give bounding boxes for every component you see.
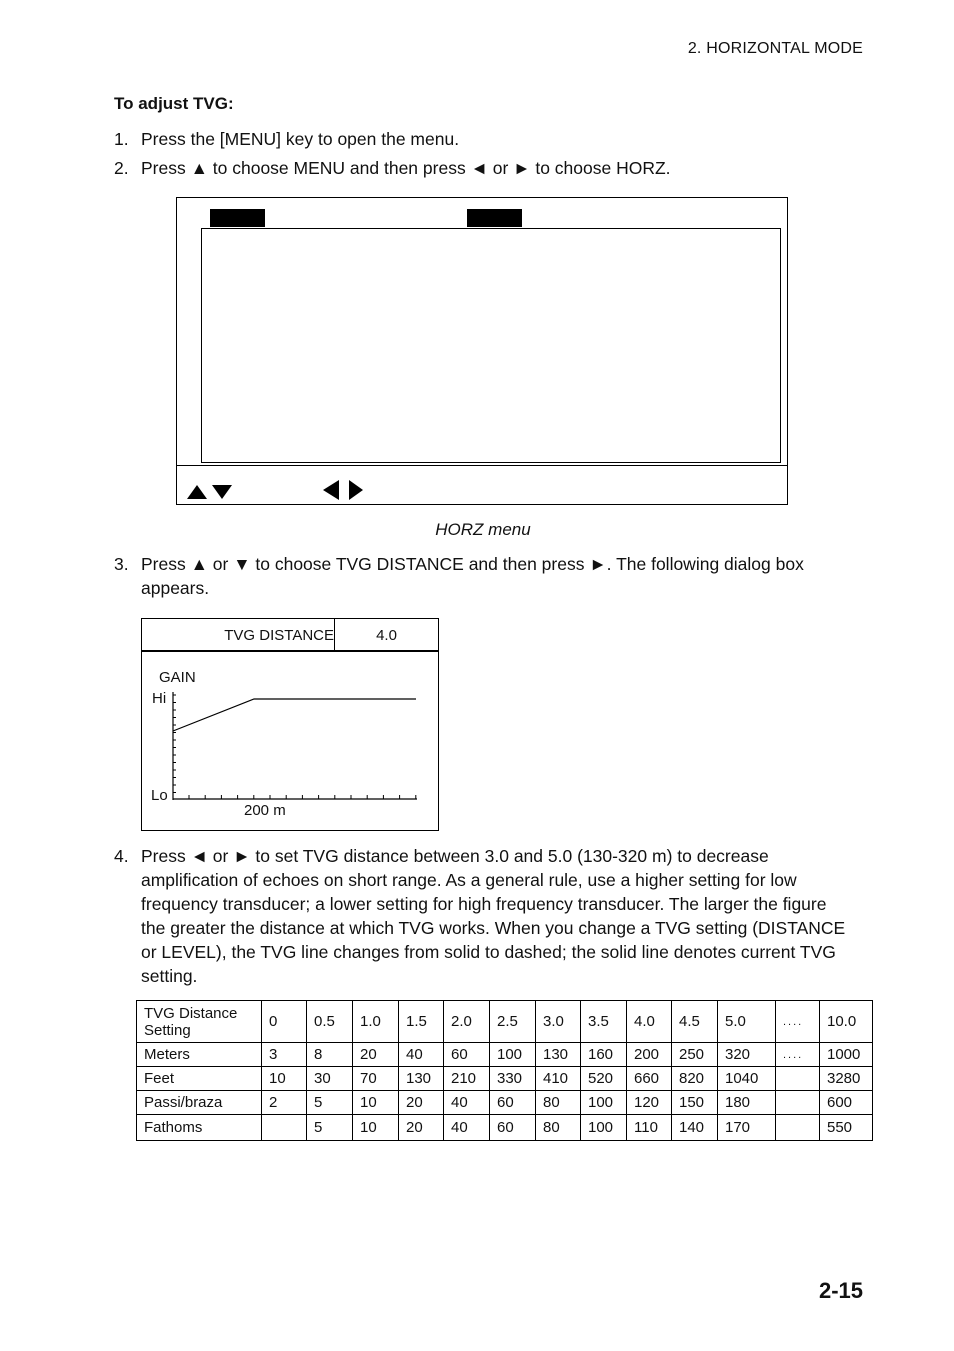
- table-cell: 150: [672, 1091, 718, 1115]
- table-cell: 3.5: [581, 1001, 627, 1043]
- horz-menu-figure: [176, 197, 788, 505]
- table-cell: 3280: [820, 1067, 873, 1091]
- distance-label: 200 m: [244, 802, 286, 819]
- table-row-header: Fathoms: [137, 1115, 262, 1141]
- table-cell: 0: [262, 1001, 307, 1043]
- gain-label: GAIN: [159, 669, 196, 686]
- step-number: 2.: [114, 158, 129, 178]
- table-row-header: Passi/braza: [137, 1091, 262, 1115]
- step-text: Press ▲ or ▼ to choose TVG DISTANCE and then press ►. The following dialog box appears.: [141, 554, 804, 598]
- table-cell: 5: [307, 1115, 353, 1141]
- table-cell: 80: [536, 1115, 581, 1141]
- table-row-header: TVG Distance Setting: [137, 1001, 262, 1043]
- table-cell: 550: [820, 1115, 873, 1141]
- menu-content-area: [201, 228, 781, 463]
- table-cell: 2.0: [444, 1001, 490, 1043]
- up-triangle-icon: [187, 485, 207, 499]
- table-cell: 4.0: [627, 1001, 672, 1043]
- table-cell: 820: [672, 1067, 718, 1091]
- table-row: [137, 1043, 873, 1067]
- table-cell: 4.5: [672, 1001, 718, 1043]
- table-cell: 70: [353, 1067, 399, 1091]
- table-cell: 1.0: [353, 1001, 399, 1043]
- table-cell: 10: [353, 1091, 399, 1115]
- table-cell: 60: [444, 1043, 490, 1067]
- table-row: [137, 1115, 873, 1141]
- lo-label: Lo: [151, 787, 168, 804]
- table-cell: 200: [627, 1043, 672, 1067]
- table-cell: [776, 1115, 820, 1141]
- table-cell: 100: [581, 1115, 627, 1141]
- table-cell: 110: [627, 1115, 672, 1141]
- table-cell: 20: [399, 1091, 444, 1115]
- table-cell: 1040: [718, 1067, 776, 1091]
- table-cell: 80: [536, 1091, 581, 1115]
- table-cell: 170: [718, 1115, 776, 1141]
- table-cell: 2: [262, 1091, 307, 1115]
- step-number: 4.: [114, 846, 129, 866]
- dialog-value: 4.0: [376, 627, 397, 644]
- right-triangle-icon: [349, 480, 363, 500]
- table-cell: 1000: [820, 1043, 873, 1067]
- table-cell: 130: [399, 1067, 444, 1091]
- tvg-distance-dialog: [141, 618, 439, 831]
- step-text: Press the [MENU] key to open the menu.: [141, 129, 460, 149]
- table-cell: 30: [307, 1067, 353, 1091]
- menu-tab-block-right: [467, 209, 522, 227]
- menu-footer-divider: [177, 465, 787, 466]
- figure-caption: HORZ menu: [435, 520, 531, 539]
- table-row-header: Feet: [137, 1067, 262, 1091]
- table-cell: 5.0: [718, 1001, 776, 1043]
- table-cell: 3: [262, 1043, 307, 1067]
- table-cell: 120: [627, 1091, 672, 1115]
- table-cell: 210: [444, 1067, 490, 1091]
- table-cell: 410: [536, 1067, 581, 1091]
- tvg-gain-graph: [142, 619, 438, 830]
- left-triangle-icon: [323, 480, 339, 500]
- running-header: 2. HORIZONTAL MODE: [687, 40, 863, 57]
- table-cell: [776, 1091, 820, 1115]
- table-row: [137, 1091, 873, 1115]
- table-cell: 0.5: [307, 1001, 353, 1043]
- step-text: Press ◄ or ► to set TVG distance between 3.0 and 5.0 (130-320 m) to decrease amplification of echoes on short range. As a general rule, use a higher setting for low frequency transducer; a lower setting for high frequency transducer. The larger the figure the greater the distance at which TVG works. When you change a TVG setting (DISTANCE or LEVEL), the TVG line changes from solid to dashed; the solid line denotes current TVG setting.: [141, 846, 846, 986]
- table-cell: 1.5: [399, 1001, 444, 1043]
- table-cell: 60: [490, 1091, 536, 1115]
- table-cell: 10: [353, 1115, 399, 1141]
- table-cell: 140: [672, 1115, 718, 1141]
- table-row: [137, 1067, 873, 1091]
- table-cell: 520: [581, 1067, 627, 1091]
- table-cell: ....: [776, 1001, 820, 1043]
- step-number: 3.: [114, 554, 129, 574]
- table-cell: 20: [353, 1043, 399, 1067]
- table-cell: 20: [399, 1115, 444, 1141]
- step-number: 1.: [114, 129, 129, 149]
- table-cell: 40: [399, 1043, 444, 1067]
- table-cell: 40: [444, 1091, 490, 1115]
- table-cell: 60: [490, 1115, 536, 1141]
- table-cell: 160: [581, 1043, 627, 1067]
- page-number: 2-15: [818, 1278, 863, 1303]
- table-cell: 2.5: [490, 1001, 536, 1043]
- table-cell: 180: [718, 1091, 776, 1115]
- table-cell: 3.0: [536, 1001, 581, 1043]
- table-cell: ....: [776, 1043, 820, 1067]
- step-text: Press ▲ to choose MENU and then press ◄ or ► to choose HORZ.: [141, 158, 671, 178]
- table-cell: [776, 1067, 820, 1091]
- table-cell: 40: [444, 1115, 490, 1141]
- table-cell: [262, 1115, 307, 1141]
- dialog-title: TVG DISTANCE: [224, 627, 334, 644]
- table-row-header: Meters: [137, 1043, 262, 1067]
- table-cell: 5: [307, 1091, 353, 1115]
- table-cell: 100: [581, 1091, 627, 1115]
- table-cell: 330: [490, 1067, 536, 1091]
- table-cell: 320: [718, 1043, 776, 1067]
- table-cell: 660: [627, 1067, 672, 1091]
- hi-label: Hi: [152, 690, 167, 707]
- table-cell: 10.0: [820, 1001, 873, 1043]
- table-row: [137, 1001, 873, 1043]
- table-cell: 250: [672, 1043, 718, 1067]
- table-cell: 8: [307, 1043, 353, 1067]
- procedure-heading: To adjust TVG:: [114, 94, 234, 113]
- table-cell: 10: [262, 1067, 307, 1091]
- table-cell: 130: [536, 1043, 581, 1067]
- tvg-distance-table: [136, 1000, 873, 1141]
- down-triangle-icon: [212, 485, 232, 499]
- table-cell: 100: [490, 1043, 536, 1067]
- table-cell: 600: [820, 1091, 873, 1115]
- menu-tab-block-left: [210, 209, 265, 227]
